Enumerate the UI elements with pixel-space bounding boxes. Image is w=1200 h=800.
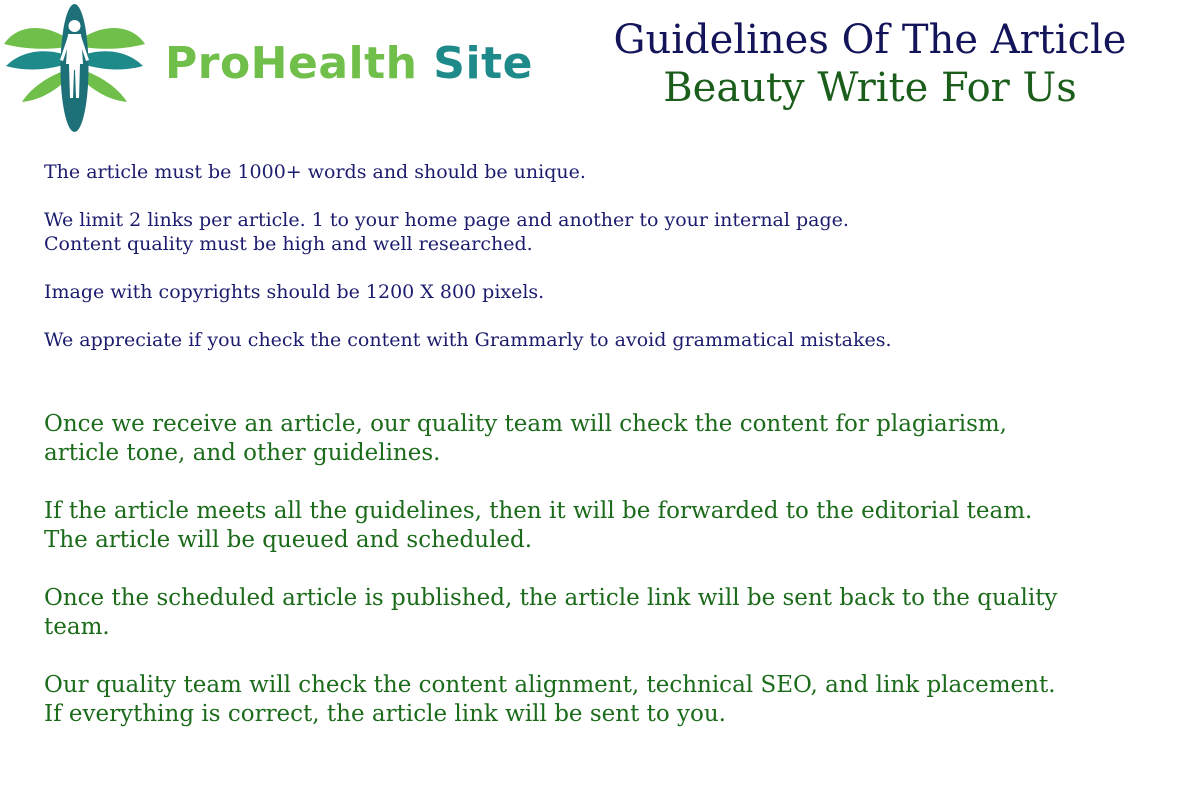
guideline-item: The article must be 1000+ words and should be unique.	[44, 161, 586, 183]
site-name	[165, 38, 533, 89]
site-logo	[0, 0, 540, 140]
guidelines-list	[44, 160, 1164, 376]
guideline-item: We appreciate if you check the content with Grammarly to avoid grammatical mistakes.	[44, 329, 892, 351]
human-figure-with-leaves-icon	[2, 2, 147, 134]
title-line-2: Beauty Write For Us	[663, 65, 1077, 111]
guideline-item: Image with copyrights should be 1200 X 800 pixels.	[44, 281, 545, 303]
process-item: Our quality team will check the content alignment, technical SEO, and link placement. If everything is correct, the article link will be sent to you.	[44, 672, 1056, 727]
page-title	[560, 16, 1180, 112]
process-item: Once we receive an article, our quality team will check the content for plagiarism, article tone, and other guidelines.	[44, 411, 1007, 466]
process-item: Once the scheduled article is published, the article link will be sent back to the quality team.	[44, 585, 1058, 640]
site-name-part-1: ProHealth	[165, 38, 418, 89]
process-item: If the article meets all the guidelines, then it will be forwarded to the editorial team. The article will be queued and scheduled.	[44, 498, 1033, 553]
title-line-1: Guidelines Of The Article	[613, 17, 1127, 63]
guideline-item: We limit 2 links per article. 1 to your home page and another to your internal page. Content quality must be high and well researched.	[44, 209, 849, 255]
review-process-list	[44, 410, 1164, 758]
site-name-part-2: Site	[417, 38, 533, 89]
